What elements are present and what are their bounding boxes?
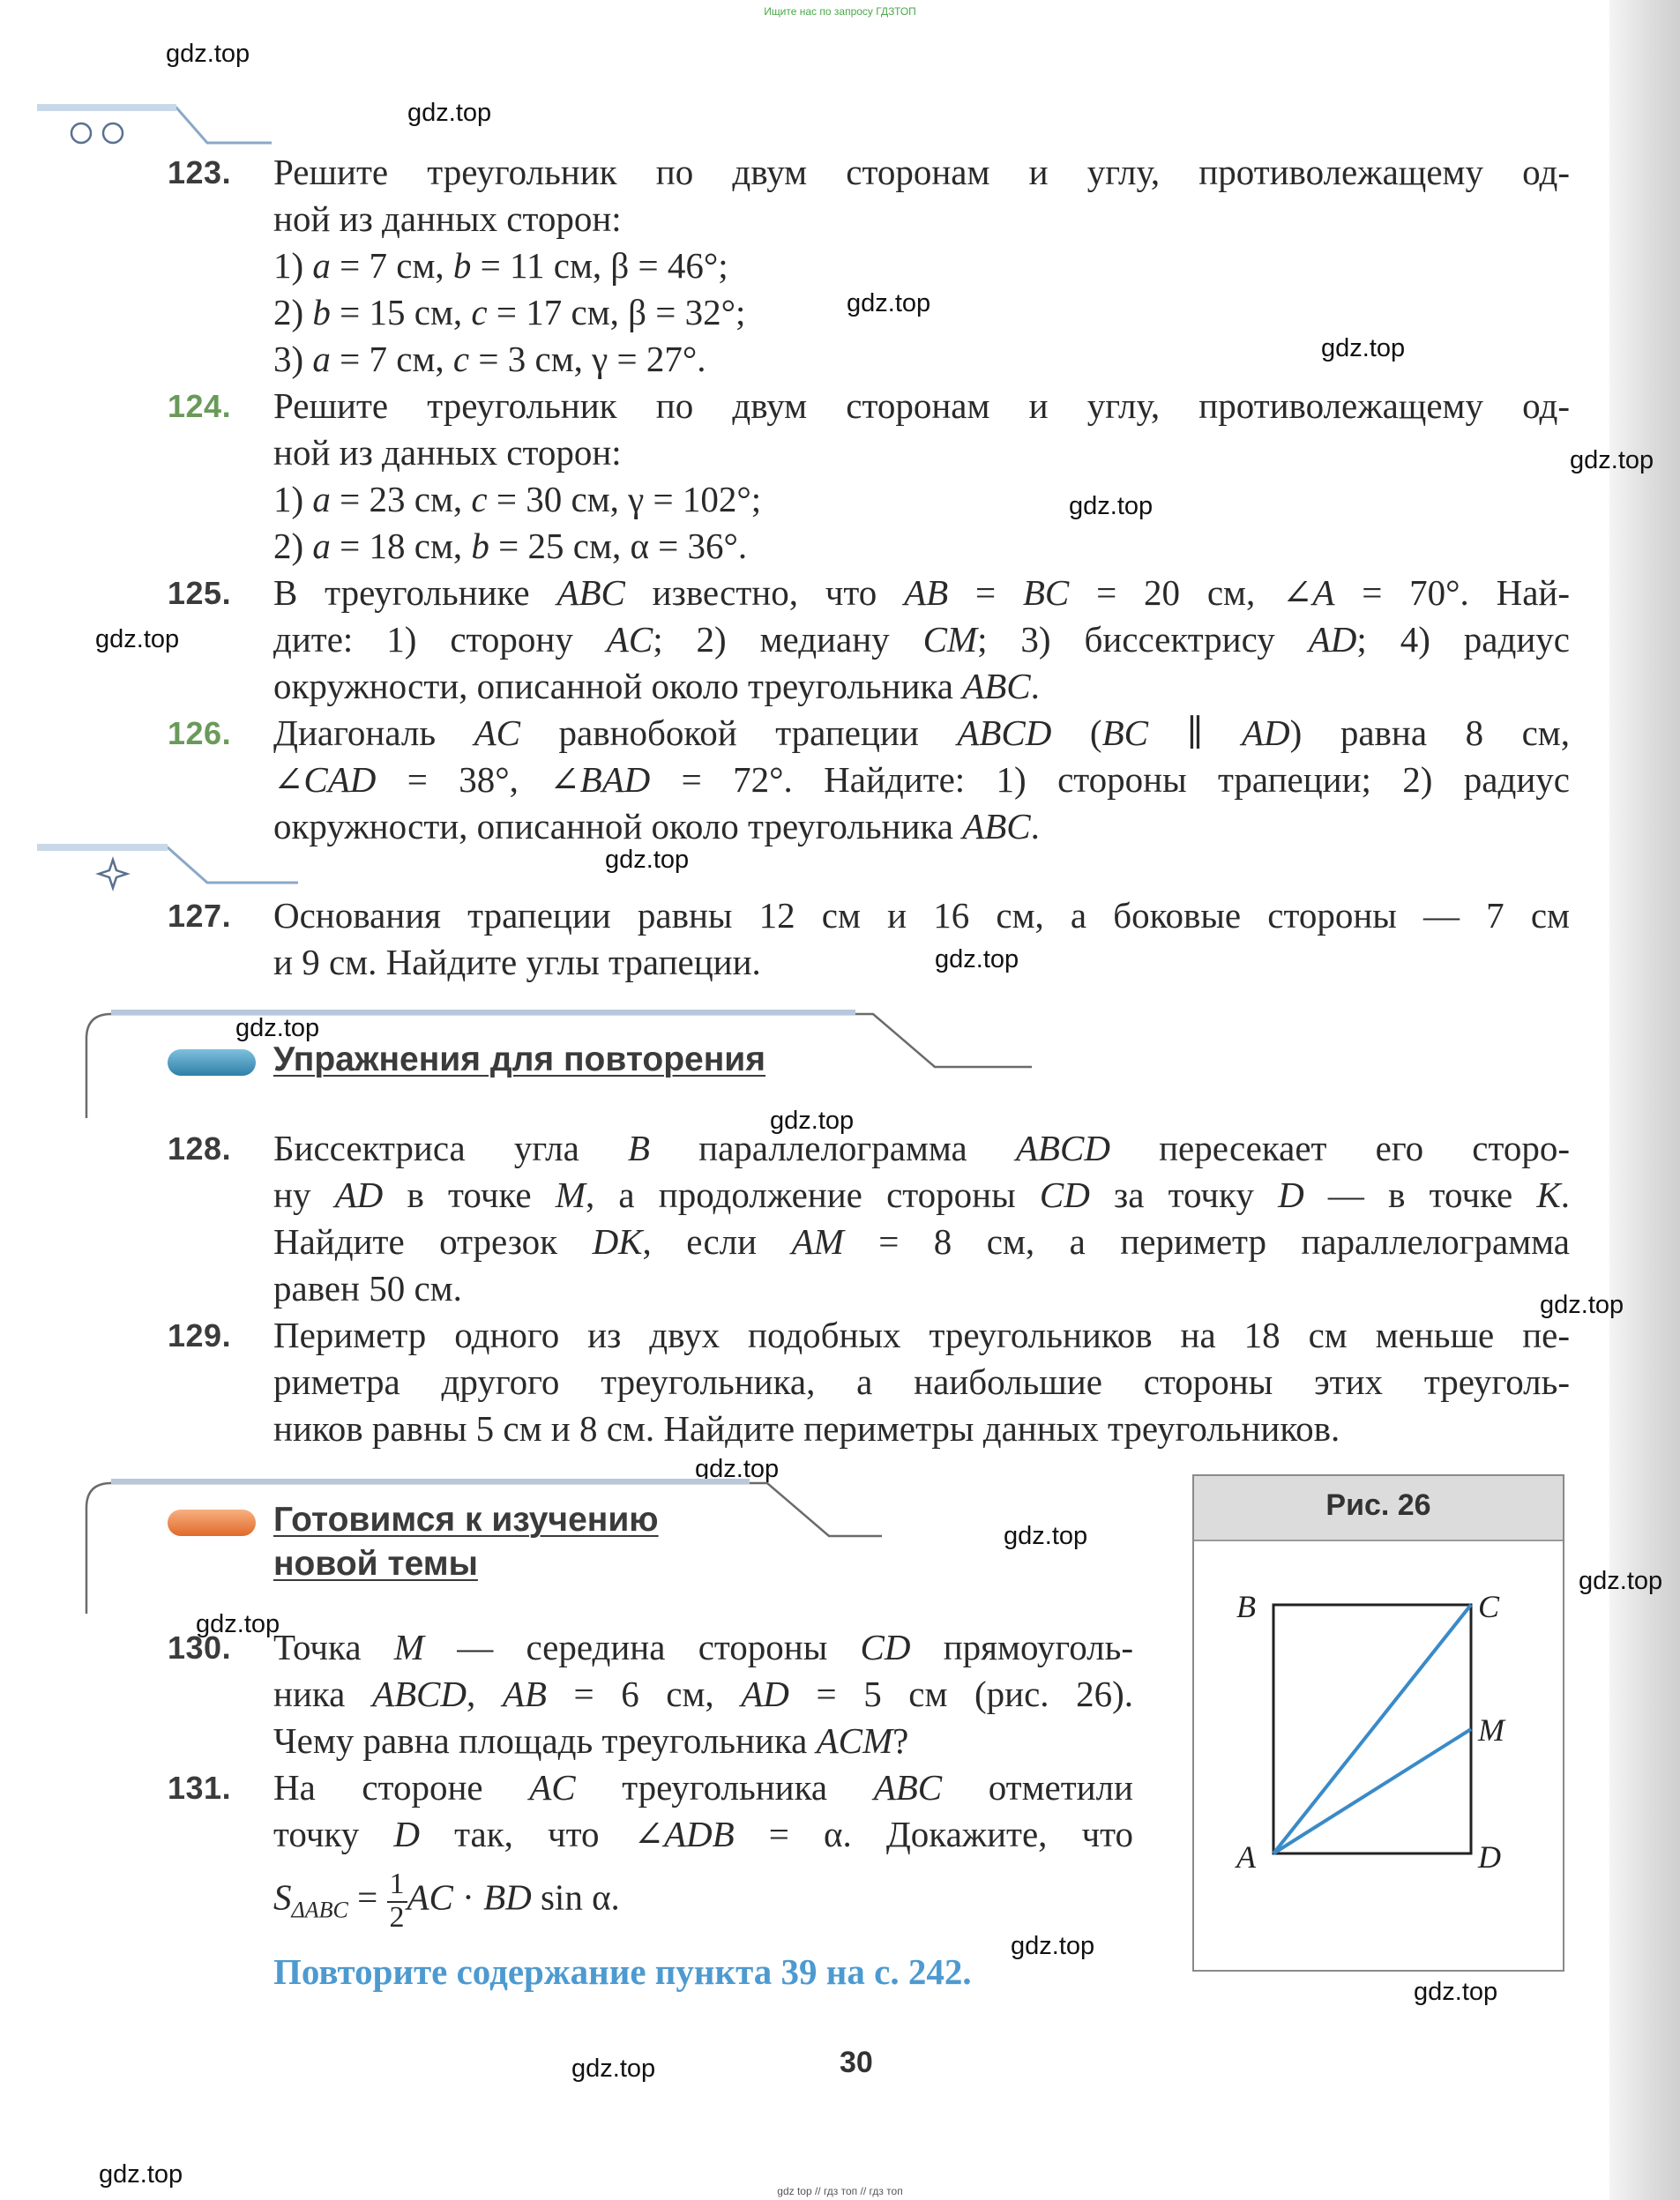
problem-text: Решите треугольник по двум сторонам и углу, противолежащему од- <box>273 152 1570 192</box>
star-icon <box>99 860 127 888</box>
problem-number: 130. <box>168 1629 232 1666</box>
watermark: gdz.top <box>571 2055 656 2083</box>
label-d: D <box>1478 1839 1501 1875</box>
problem-text: точку D так, что ∠ADB = α. Докажите, что <box>273 1814 1134 1854</box>
problem-text: Периметр одного из двух подобных треугольников на 18 см меньше пе- <box>273 1315 1570 1355</box>
problem-number: 123. <box>168 154 232 190</box>
problem-text: 1) a = 7 см, b = 11 см, β = 46°; <box>273 245 728 286</box>
problem-text: Диагональ AC равнобокой трапеции ABCD (BC ∥ AD) равна 8 см, <box>273 712 1570 753</box>
top-note: Ищите нас по запросу ГДЗТОП <box>764 5 916 18</box>
label-b: B <box>1236 1589 1256 1624</box>
problem-text: На стороне AC треугольника ABC отметили <box>273 1767 1133 1808</box>
watermark: gdz.top <box>695 1455 780 1483</box>
figure-title: Рис. 26 <box>1325 1488 1431 1522</box>
watermark: gdz.top <box>407 99 492 127</box>
problem-text: Основания трапеции равны 12 см и 16 см, а боковые стороны — 7 см <box>273 895 1570 936</box>
watermark: gdz.top <box>1004 1522 1088 1550</box>
circle-icon <box>71 123 91 143</box>
rectangle-diagram <box>1194 1476 1563 1970</box>
problem-text: Биссектриса угла B параллелограмма ABCD пересекает его сторо- <box>273 1128 1570 1168</box>
watermark: gdz.top <box>847 289 931 317</box>
problem-text: Найдите отрезок DK, если AM = 8 см, а периметр параллелограмма <box>273 1221 1571 1262</box>
problem-text: ну AD в точке M, а продолжение стороны CD за точку D — в точке K. <box>273 1175 1570 1215</box>
circle-icon <box>103 123 123 143</box>
watermark: gdz.top <box>1321 334 1406 362</box>
difficulty-marker-easy <box>35 104 273 148</box>
problem-text: В треугольнике ABC известно, что AB = BC = 20 см, ∠A = 70°. Най- <box>273 572 1570 613</box>
watermark: gdz.top <box>99 2160 183 2189</box>
problem-text: равен 50 см. <box>273 1268 462 1309</box>
difficulty-marker-hard <box>35 844 300 897</box>
problem-text: окружности, описанной около треугольника ABC. <box>273 666 1040 706</box>
section-pill-icon <box>168 1510 256 1536</box>
watermark: gdz.top <box>1540 1291 1624 1319</box>
problem-text: ника ABCD, AB = 6 см, AD = 5 см (рис. 26). <box>273 1674 1134 1714</box>
watermark: gdz.top <box>1414 1978 1498 2006</box>
label-m: M <box>1478 1712 1505 1748</box>
watermark: gdz.top <box>196 1610 280 1638</box>
section-frame <box>79 1473 891 1622</box>
page-number: 30 <box>840 2046 873 2079</box>
label-a: A <box>1236 1839 1256 1875</box>
watermark: gdz.top <box>166 40 250 68</box>
problem-number: 129. <box>168 1317 232 1354</box>
watermark: gdz.top <box>935 945 1019 973</box>
label-c: C <box>1478 1589 1500 1624</box>
watermark: gdz.top <box>1069 492 1154 520</box>
problem-text: ной из данных сторон: <box>273 432 622 473</box>
area-formula: $S_{\Delta ABC}$ = $\frac{1}{2}$ AC · BD sin α. <box>273 1868 620 1934</box>
watermark: gdz.top <box>1570 446 1654 474</box>
watermark: gdz.top <box>770 1107 855 1135</box>
problem-text: окружности, описанной около треугольника ABC. <box>273 806 1040 846</box>
watermark: gdz.top <box>605 846 690 874</box>
watermark: gdz.top <box>1579 1567 1663 1595</box>
section-pill-icon <box>168 1049 256 1076</box>
problem-text: 1) a = 23 см, c = 30 см, γ = 102°; <box>273 479 762 519</box>
problem-text: ной из данных сторон: <box>273 198 622 239</box>
problem-text: ников равны 5 см и 8 см. Найдите периметры данных треугольников. <box>273 1408 1340 1449</box>
problem-number: 126. <box>168 715 232 751</box>
watermark: gdz.top <box>235 1014 320 1042</box>
figure-26 <box>1192 1474 1564 1972</box>
section-title-prepare-line2: новой темы <box>273 1545 478 1583</box>
segment-am <box>1273 1729 1471 1853</box>
problem-number: 127. <box>168 898 232 934</box>
problem-text: ∠CAD = 38°, ∠BAD = 72°. Найдите: 1) стороны трапеции; 2) радиус <box>273 759 1571 800</box>
problem-text: риметра другого треугольника, а наибольшие стороны этих треуголь- <box>273 1361 1570 1402</box>
problem-text: Решите треугольник по двум сторонам и углу, противолежащему од- <box>273 385 1570 426</box>
problem-text: 2) a = 18 см, b = 25 см, α = 36°. <box>273 526 748 566</box>
problem-number: 131. <box>168 1770 232 1806</box>
problem-number: 124. <box>168 388 232 424</box>
problem-text: Точка M — середина стороны CD прямоуголь- <box>273 1627 1133 1667</box>
section-title-prepare: Готовимся к изучению <box>273 1501 659 1539</box>
problem-text: 3) a = 7 см, c = 3 см, γ = 27°. <box>273 339 706 379</box>
bottom-note: gdz top // гдз топ // гдз топ <box>777 2185 903 2197</box>
problem-number: 128. <box>168 1130 232 1167</box>
diagonal-ac <box>1273 1605 1471 1853</box>
problem-number: 125. <box>168 575 232 611</box>
section-title-review: Упражнения для повторения <box>273 1040 766 1078</box>
page-edge-shadow <box>1609 0 1680 2200</box>
problem-text: Чему равна площадь треугольника ACM? <box>273 1720 909 1761</box>
problem-text: и 9 см. Найдите углы трапеции. <box>273 942 761 982</box>
problem-text: дите: 1) сторону AC; 2) медиану CM; 3) биссектрису AD; 4) радиус <box>273 619 1570 660</box>
watermark: gdz.top <box>95 625 180 653</box>
repeat-note: Повторите содержание пункта 39 на с. 242. <box>273 1951 972 1992</box>
watermark: gdz.top <box>1011 1932 1095 1960</box>
problem-text: 2) b = 15 см, c = 17 см, β = 32°; <box>273 292 746 332</box>
